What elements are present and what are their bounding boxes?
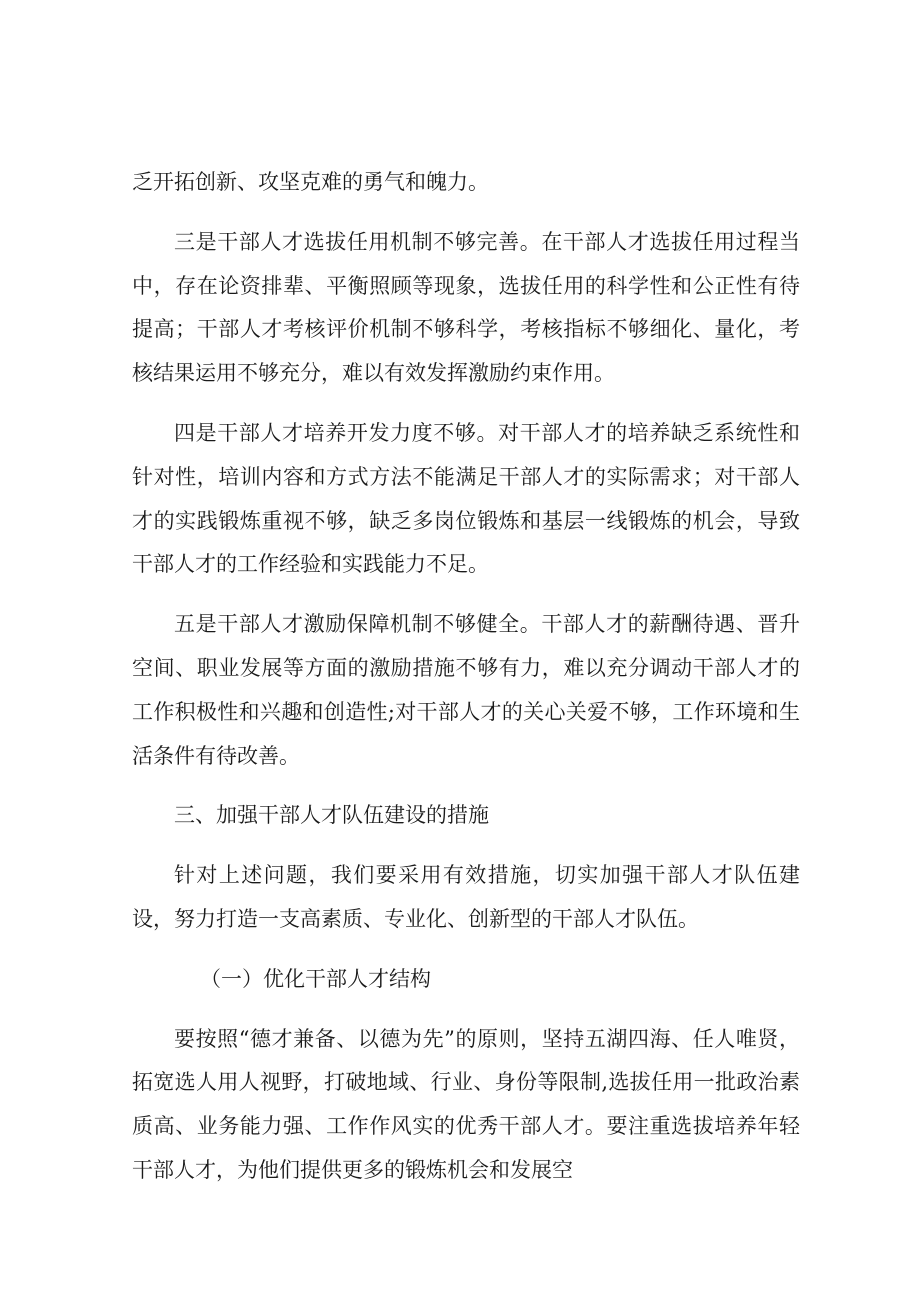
section-heading: 三、加强干部人才队伍建设的措施 bbox=[174, 803, 489, 828]
paragraph-point-five: 五是干部人才激励保障机制不够健全。干部人才的薪酬待遇、晋升空间、职业发展等方面的激励措施不够有力，难以充分调动干部人才的工作积极性和兴趣和创造性;对干部人才的关心关爱不够，工作环境和生活条件有待改善。 bbox=[132, 612, 800, 768]
document-body bbox=[132, 161, 800, 1193]
paragraph-point-three: 三是干部人才选拔任用机制不够完善。在干部人才选拔任用过程当中，存在论资排辈、平衡照顾等现象，选拔任用的科学性和公正性有待提高；干部人才考核评价机制不够科学，考核指标不够细化、量化，考核结果运用不够充分，难以有效发挥激励约束作用。 bbox=[132, 229, 800, 386]
subsection-heading: （一）优化干部人才结构 bbox=[200, 966, 431, 991]
paragraph-continuation: 乏开拓创新、攻坚克难的勇气和魄力。 bbox=[132, 170, 489, 194]
paragraph-point-four: 四是干部人才培养开发力度不够。对干部人才的培养缺乏系统性和针对性，培训内容和方式方法不能满足干部人才的实际需求；对干部人才的实践锻炼重视不够，缺乏多岗位锻炼和基层一线锻炼的机会，导致干部人才的工作经验和实践能力不足。 bbox=[132, 420, 800, 577]
paragraph-optimize-structure: 要按照“德才兼备、以德为先”的原则，坚持五湖四海、任人唯贤，拓宽选人用人视野，打破地域、行业、身份等限制,选拔任用一批政治素质高、业务能力强、工作作风实的优秀干部人才。要注重选拔培养年轻干部人才，为他们提供更多的锻炼机会和发展空 bbox=[132, 1026, 800, 1182]
paragraph-measures-intro: 针对上述问题，我们要采用有效措施，切实加强干部人才队伍建设，努力打造一支高素质、专业化、创新型的干部人才队伍。 bbox=[132, 863, 800, 931]
